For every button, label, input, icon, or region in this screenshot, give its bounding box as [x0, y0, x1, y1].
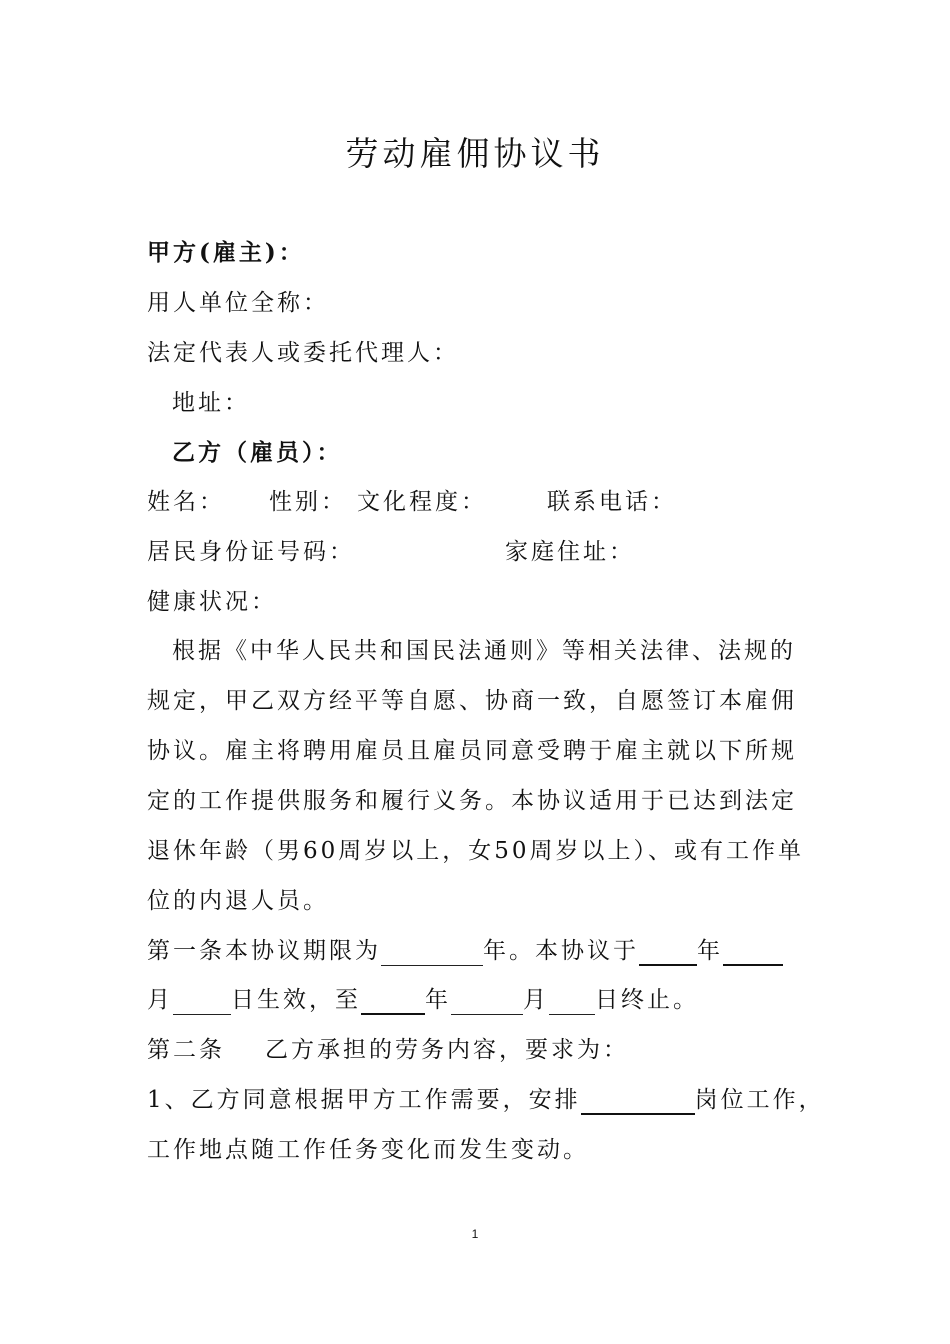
name-label: 姓名：: [147, 489, 225, 515]
article-1-text: 年: [697, 938, 723, 964]
preamble-line: 协议。雇主将聘用雇员且雇员同意受聘于雇主就以下所规: [147, 738, 797, 764]
document-title: 劳动雇佣协议书: [345, 134, 605, 173]
term-years-blank: [381, 941, 483, 966]
address-label: 地址：: [172, 390, 250, 416]
item-1-text: 岗位工作，: [694, 1087, 825, 1113]
phone-label: 联系电话：: [547, 489, 677, 515]
health-label: 健康状况：: [147, 589, 277, 615]
article-1-text: 月: [523, 987, 549, 1013]
article-2-title: 乙方承担的劳务内容，要求为：: [265, 1037, 629, 1063]
end-month-blank: [451, 990, 523, 1015]
preamble-line: 退休年龄（男60周岁以上，女50周岁以上）、或有工作单: [147, 838, 805, 864]
id-address-row: [147, 537, 635, 567]
item-1-line-2: 工作地点随工作任务变化而发生变动。: [147, 1137, 589, 1163]
preamble-line: 根据《中华人民共和国民法通则》等相关法律、法规的: [172, 638, 796, 664]
start-month-blank: [723, 940, 783, 966]
article-1-text: 月: [147, 987, 173, 1013]
gender-label: 性别：: [269, 489, 347, 515]
article-1-text: 年: [425, 987, 451, 1013]
preamble-line: 定的工作提供服务和履行义务。本协议适用于已达到法定: [147, 788, 797, 814]
article-2-heading: [147, 1035, 629, 1065]
representative-label: 法定代表人或委托代理人：: [147, 340, 459, 366]
end-year-blank: [361, 989, 425, 1015]
article-2-number: 第二条: [147, 1037, 225, 1063]
employer-name-label: 用人单位全称：: [147, 290, 329, 316]
employee-info-row: [147, 487, 677, 517]
id-label: 居民身份证号码：: [147, 539, 355, 565]
party-a-heading: 甲方(雇主)：: [147, 239, 305, 266]
article-1-text: 日生效，至: [231, 987, 361, 1013]
preamble-line: 规定，甲乙双方经平等自愿、协商一致，自愿签订本雇佣: [147, 688, 797, 714]
education-label: 文化程度：: [357, 489, 487, 515]
item-1-text: 1、乙方同意根据甲方工作需要，安排: [147, 1087, 581, 1113]
article-1-line-1: [147, 936, 783, 966]
article-1-text: 第一条本协议期限为: [147, 938, 381, 964]
item-1-line-1: [147, 1085, 825, 1115]
start-year-blank: [639, 940, 697, 966]
position-blank: [581, 1089, 695, 1115]
end-day-blank: [549, 990, 595, 1015]
home-address-label: 家庭住址：: [505, 539, 635, 565]
page-number: 1: [471, 1227, 479, 1241]
preamble-line: 位的内退人员。: [147, 888, 329, 914]
article-1-text: 日终止。: [595, 987, 699, 1013]
party-b-heading: 乙方（雇员）：: [172, 439, 343, 466]
article-1-line-2: [147, 985, 699, 1015]
article-1-text: 年。本协议于: [483, 938, 639, 964]
start-day-blank: [173, 990, 231, 1015]
